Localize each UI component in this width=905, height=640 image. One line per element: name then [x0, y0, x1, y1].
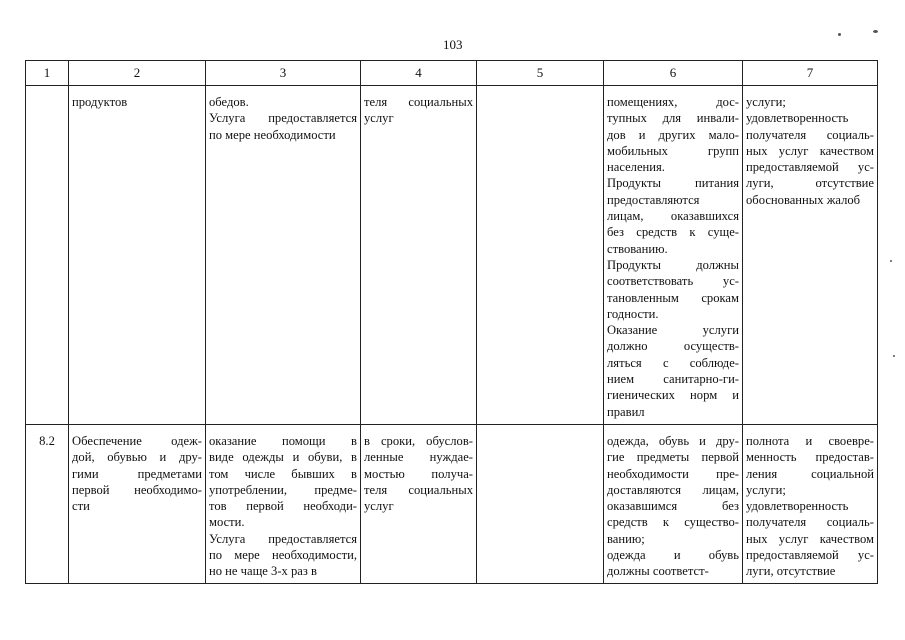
text-line: Услуга предоставляется: [209, 531, 357, 546]
column-header: 3: [206, 61, 361, 86]
cell-service-name: [69, 86, 206, 425]
text-line: должны соответст-: [607, 564, 709, 579]
text-line: полнота и своевре-: [746, 434, 874, 448]
text-line: мости.: [209, 515, 245, 530]
text-line: услуг: [364, 499, 394, 514]
cell-number: [26, 86, 69, 425]
cell-column-5: [477, 86, 604, 425]
services-table: [25, 60, 878, 584]
text-line: тов первой необходи-: [209, 499, 357, 514]
text-line: услуги;: [746, 95, 786, 109]
text-line: предоставляются: [607, 192, 700, 207]
text-line: мобильных групп: [607, 143, 739, 158]
text-line: необходимости пре-: [607, 466, 739, 481]
column-header: 2: [69, 61, 206, 86]
scan-speck: [893, 355, 895, 357]
cell-timing: [361, 86, 477, 425]
column-header: 6: [604, 61, 743, 86]
cell-timing: [361, 425, 477, 584]
cell-service-name: [69, 425, 206, 584]
text-line: предоставляемой ус-: [746, 548, 874, 563]
text-line: ления социальной: [746, 466, 874, 481]
cell-column-5: [477, 425, 604, 584]
column-header: 7: [743, 61, 878, 86]
text-line: услуги;: [746, 482, 786, 497]
text-line: обедов.: [209, 95, 249, 109]
scan-speck: [838, 33, 841, 36]
text-line: теля социальных: [364, 482, 473, 497]
text-line: употреблении, предме-: [209, 482, 357, 497]
text-line: гиенических норм и: [607, 388, 739, 403]
text-line: в сроки, обуслов-: [364, 434, 473, 448]
cell-quality-indicators: [743, 86, 878, 425]
text-line: Оказание услуги: [607, 323, 739, 338]
text-line: помещениях, дос-: [607, 95, 739, 109]
text-line: без средств к суще-: [607, 225, 739, 240]
text-line: оказавшимся без: [607, 499, 739, 514]
text-line: тупных для инвали-: [607, 111, 739, 126]
cell-number: [26, 425, 69, 584]
text-line: но не чаще 3-х раз в: [209, 564, 317, 579]
text-line: должно осуществ-: [607, 339, 739, 354]
text-line: сти: [72, 499, 90, 514]
text-line: получателя социаль-: [746, 127, 874, 142]
text-line: луги, отсутствие: [746, 176, 874, 191]
text-line: соответствовать ус-: [607, 274, 739, 289]
text-line: населения.: [607, 160, 665, 175]
text-line: ляться с соблюде-: [607, 355, 739, 370]
text-line: предоставляемой ус-: [746, 160, 874, 175]
text-line: 8.2: [39, 434, 55, 448]
text-line: оказание помощи в: [209, 434, 357, 448]
text-line: Обеспечение одеж-: [72, 434, 202, 448]
text-line: нием санитарно-ги-: [607, 372, 739, 387]
text-line: продуктов: [72, 95, 128, 109]
text-line: дой, обувью и дру-: [72, 450, 202, 465]
table-row: [26, 425, 878, 584]
text-line: одежда, обувь и дру-: [607, 434, 739, 448]
text-line: гие предметы первой: [607, 450, 739, 465]
cell-description: [206, 425, 361, 584]
text-line: ленные нуждае-: [364, 450, 473, 465]
text-line: годности.: [607, 306, 659, 321]
text-line: удовлетворенность: [746, 499, 849, 514]
text-line: Продукты должны: [607, 257, 739, 272]
text-line: виде одежды и обуви, в: [209, 450, 357, 465]
text-line: доставляются лицам,: [607, 482, 739, 497]
scan-speck: [873, 30, 878, 33]
text-line: тановленным срокам: [607, 290, 739, 305]
text-line: по мере необходимости: [209, 127, 336, 142]
text-line: получателя социаль-: [746, 515, 874, 530]
text-line: первой необходимо-: [72, 482, 202, 497]
text-line: теля социальных: [364, 95, 473, 109]
text-line: Услуга предоставляется: [209, 111, 357, 126]
table-header-row: [26, 61, 878, 86]
text-line: мостью получа-: [364, 466, 473, 481]
column-header: 1: [26, 61, 69, 86]
text-line: удовлетворенность: [746, 111, 849, 126]
cell-conditions: [604, 86, 743, 425]
text-line: луги, отсутствие: [746, 564, 836, 579]
text-line: ванию;: [607, 531, 645, 546]
text-line: том числе бывших в: [209, 466, 357, 481]
text-line: услуг: [364, 111, 394, 126]
text-line: по мере необходимости,: [209, 548, 357, 563]
column-header: 4: [361, 61, 477, 86]
page-number: 103: [443, 37, 463, 52]
text-line: лицам, оказавшихся: [607, 209, 739, 224]
text-line: менность предостав-: [746, 450, 874, 465]
cell-quality-indicators: [743, 425, 878, 584]
cell-conditions: [604, 425, 743, 584]
text-line: дов и других мало-: [607, 127, 739, 142]
cell-description: [206, 86, 361, 425]
text-line: гими предметами: [72, 466, 202, 481]
text-line: Продукты питания: [607, 176, 739, 191]
text-line: одежда и обувь: [607, 548, 739, 563]
text-line: ных услуг качеством: [746, 143, 874, 158]
text-line: средств к существо-: [607, 515, 739, 530]
table-row: [26, 86, 878, 425]
text-line: правил: [607, 404, 645, 419]
scan-speck: [890, 260, 892, 262]
text-line: ствованию.: [607, 241, 668, 256]
text-line: обоснованных жалоб: [746, 192, 861, 207]
text-line: ных услуг качеством: [746, 531, 874, 546]
column-header: 5: [477, 61, 604, 86]
